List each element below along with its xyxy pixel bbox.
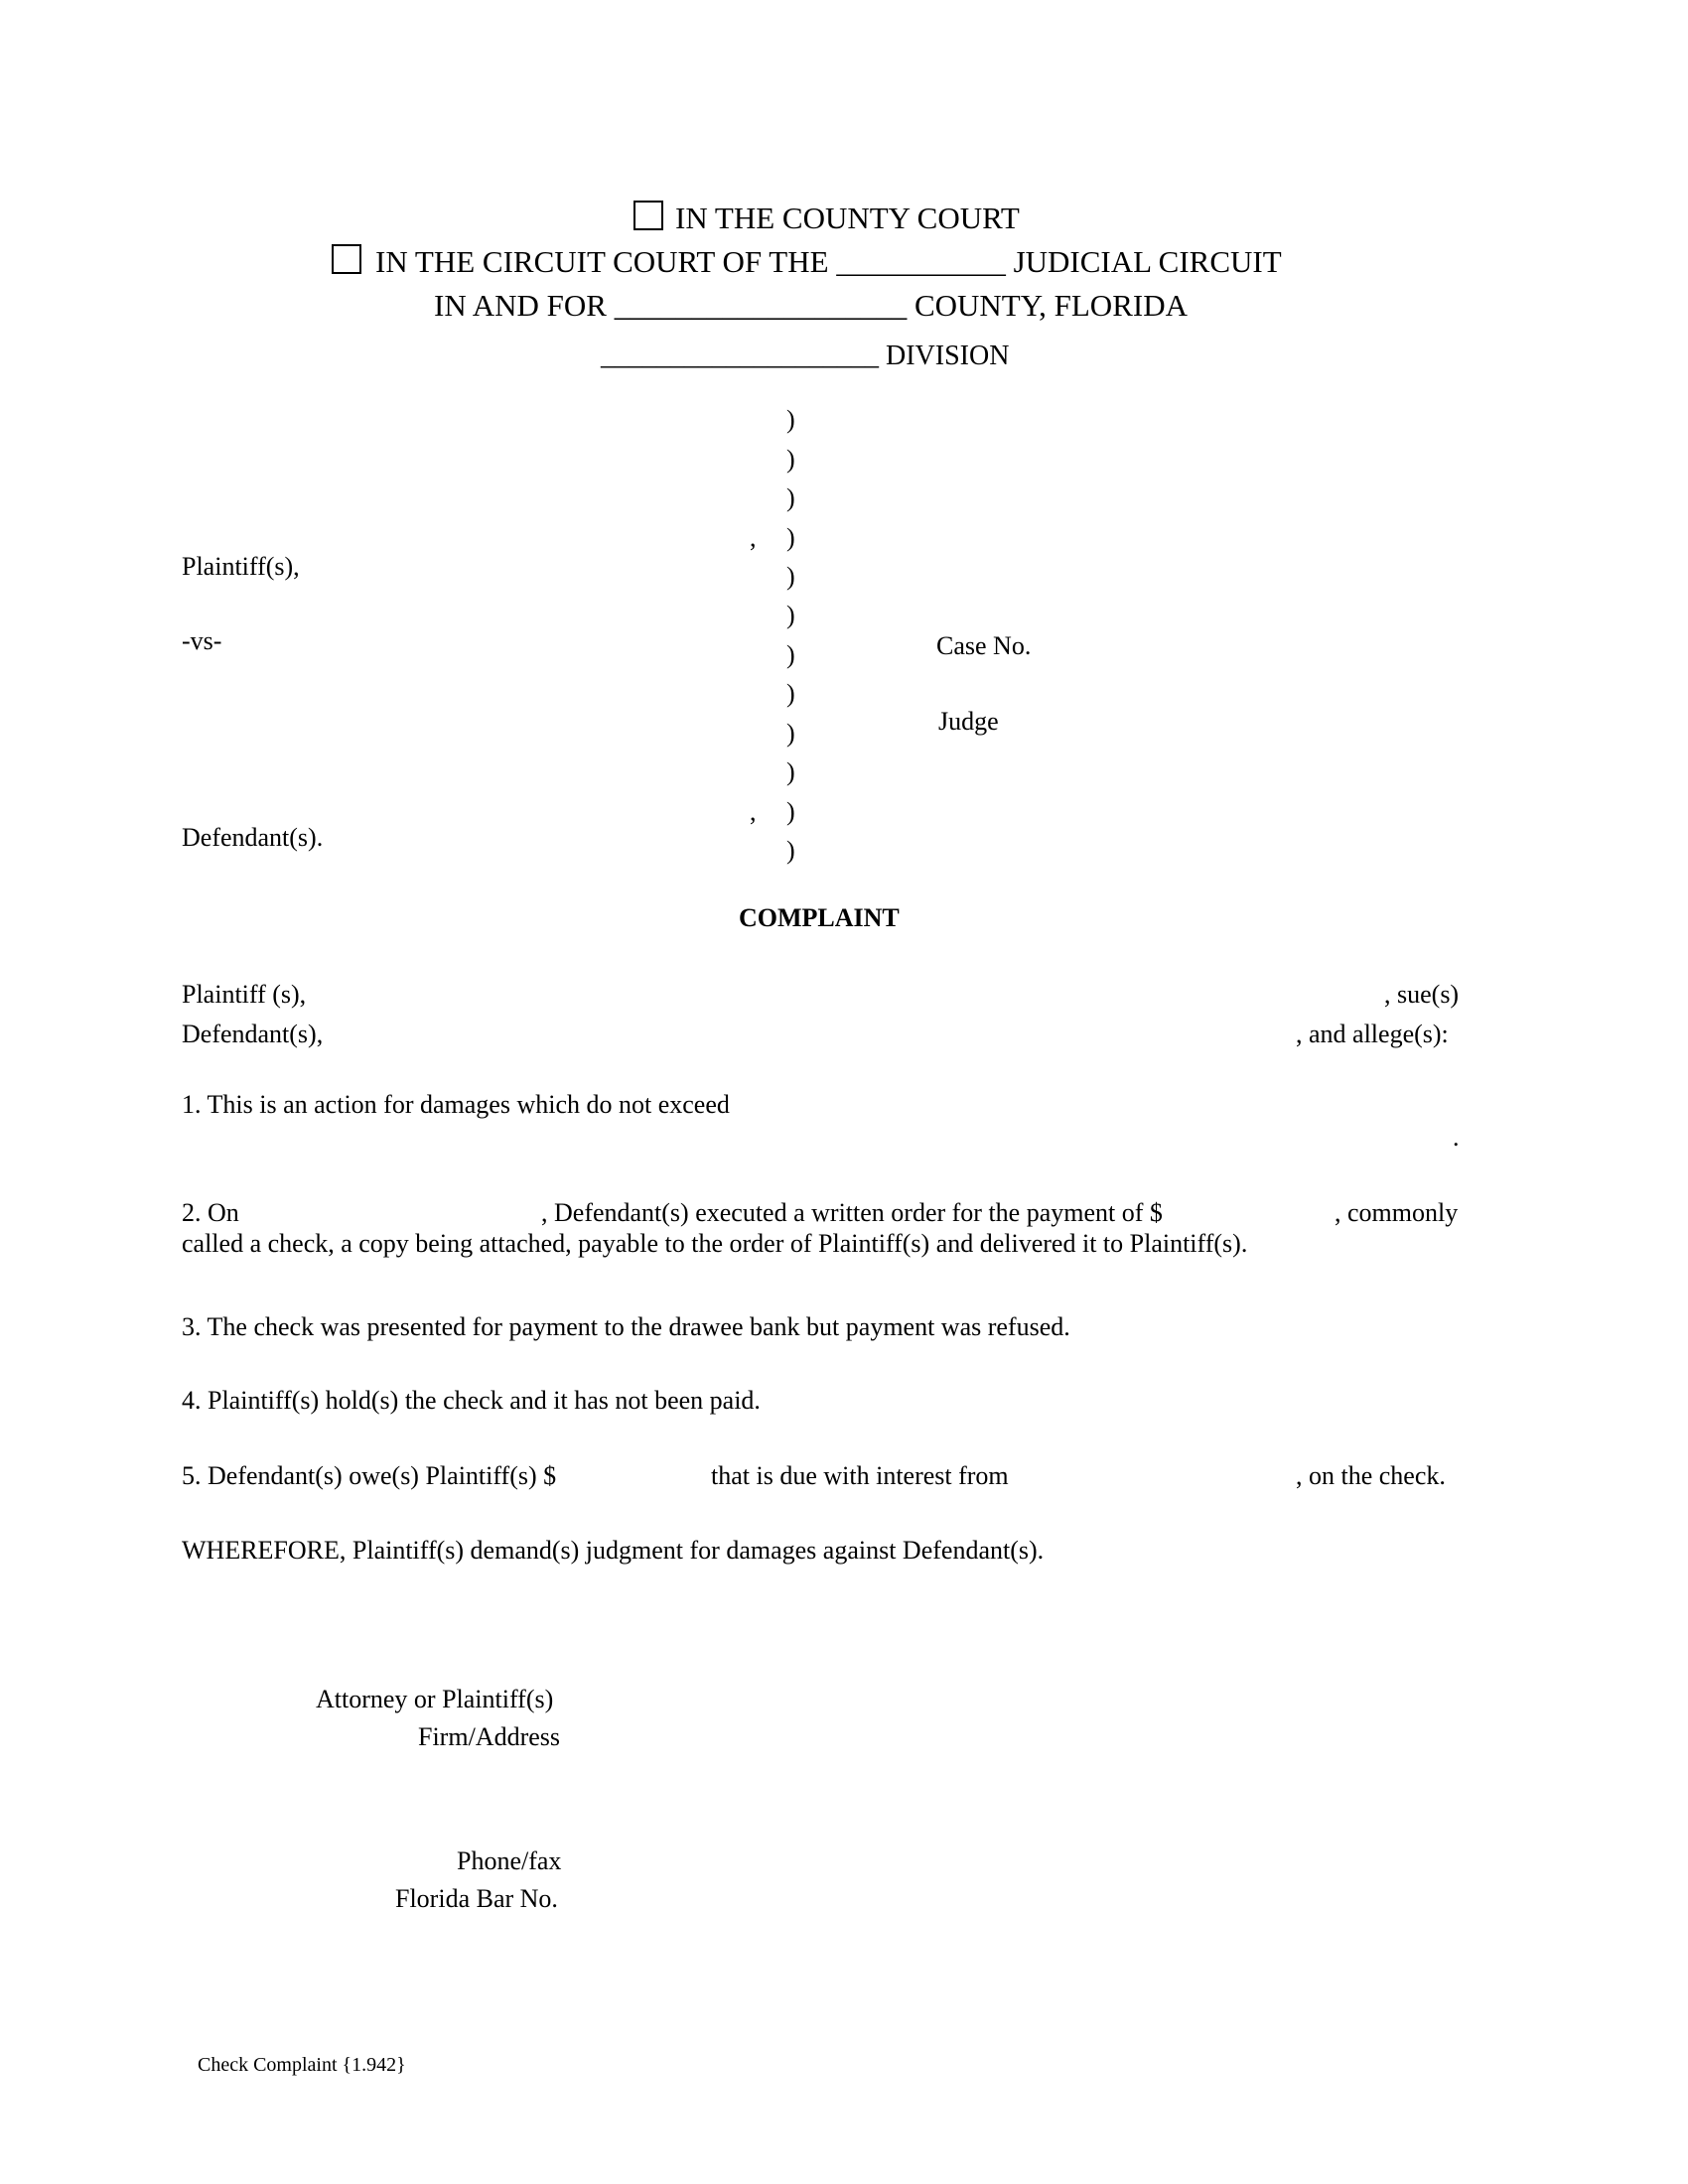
caption-paren: ) [786, 445, 795, 474]
caption-paren: ) [786, 483, 795, 512]
case-no-label: Case No. [936, 631, 1032, 660]
caption-comma: , [750, 523, 757, 552]
caption-paren: ) [786, 523, 795, 552]
intro-alleges: , and allege(s): [1296, 1020, 1449, 1048]
caption-paren: ) [786, 562, 795, 591]
intro-defendant: Defendant(s), [182, 1020, 324, 1048]
county-court-checkbox[interactable] [633, 201, 663, 230]
circuit-court-label: IN THE CIRCUIT COURT OF THE ___________ JUDICIAL CIRCUIT [375, 244, 1282, 279]
caption-paren: ) [786, 640, 795, 669]
paragraph-5-start: 5. Defendant(s) owe(s) Plaintiff(s) $ [182, 1461, 557, 1490]
caption-comma: , [750, 797, 757, 826]
caption-paren: ) [786, 836, 795, 865]
signature-attorney: Attorney or Plaintiff(s) [316, 1685, 554, 1713]
paragraph-1-period: . [1453, 1123, 1460, 1152]
intro-sues: , sue(s) [1384, 980, 1460, 1009]
document-title: COMPLAINT [739, 903, 900, 932]
form-footer: Check Complaint {1.942} [198, 2054, 406, 2076]
signature-bar-number: Florida Bar No. [395, 1884, 558, 1913]
county-court-label: IN THE COUNTY COURT [675, 201, 1020, 235]
paragraph-2-line2: called a check, a copy being attached, payable to the order of Plaintiff(s) and delivered it to Plaintiff(s). [182, 1229, 1248, 1258]
paragraph-1: 1. This is an action for damages which do not exceed [182, 1090, 730, 1119]
county-florida-line: IN AND FOR ___________________ COUNTY, FLORIDA [434, 288, 1188, 323]
caption-paren: ) [786, 797, 795, 826]
circuit-court-checkbox[interactable] [332, 244, 361, 274]
paragraph-2-mid: , Defendant(s) executed a written order for the payment of $ [541, 1198, 1163, 1227]
vs-label: -vs- [182, 626, 222, 655]
paragraph-5-end: , on the check. [1296, 1461, 1446, 1490]
paragraph-5-mid: that is due with interest from [711, 1461, 1009, 1490]
caption-paren: ) [786, 679, 795, 708]
plaintiff-label: Plaintiff(s), [182, 552, 300, 581]
intro-plaintiff: Plaintiff (s), [182, 980, 307, 1009]
signature-firm: Firm/Address [418, 1722, 560, 1751]
paragraph-2-on: 2. On [182, 1198, 239, 1227]
paragraph-3: 3. The check was presented for payment to the drawee bank but payment was refused. [182, 1312, 1070, 1341]
caption-paren: ) [786, 601, 795, 629]
caption-paren: ) [786, 757, 795, 786]
signature-phone: Phone/fax [457, 1846, 562, 1875]
division-line: ____________________ DIVISION [601, 341, 1010, 371]
caption-paren: ) [786, 719, 795, 748]
judge-label: Judge [938, 707, 999, 736]
caption-paren: ) [786, 405, 795, 434]
wherefore-clause: WHEREFORE, Plaintiff(s) demand(s) judgment for damages against Defendant(s). [182, 1536, 1045, 1565]
paragraph-4: 4. Plaintiff(s) hold(s) the check and it has not been paid. [182, 1386, 761, 1415]
defendant-label: Defendant(s). [182, 823, 324, 852]
paragraph-2-end: , commonly [1335, 1198, 1459, 1227]
